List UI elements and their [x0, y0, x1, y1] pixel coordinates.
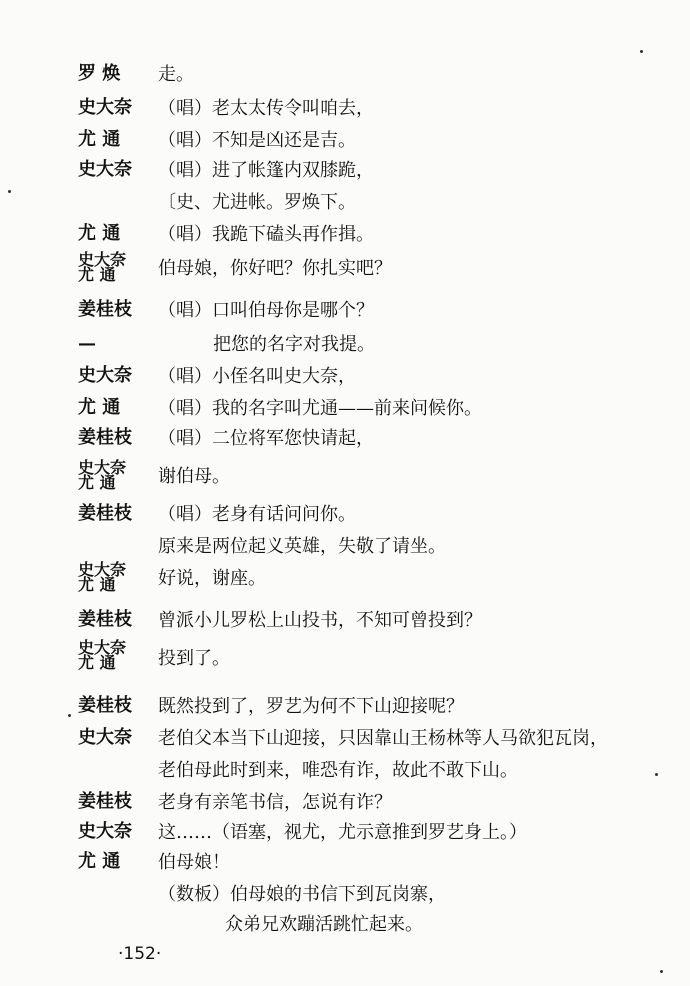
line-text: 老身有亲笔书信，怎说有诈？ — [158, 792, 392, 813]
scan-speck — [8, 190, 11, 193]
speaker — [78, 504, 150, 524]
line-text: 既然投到了，罗艺为何不下山迎接呢？ — [158, 696, 464, 717]
line-text: 老伯父本当下山迎接，只因靠山王杨林等人马欲犯瓦岗， — [158, 728, 608, 749]
speaker — [78, 428, 150, 448]
script-line — [0, 562, 690, 596]
speaker-name: 姜桂枝 — [78, 503, 132, 524]
speaker-name: 尤 通 — [78, 397, 121, 418]
line-text: （唱）口叫伯母你是哪个？ — [158, 300, 374, 321]
line-text: 〔史、尤进帐。罗焕下。 — [158, 192, 356, 213]
line-text: （唱）二位将军您快请起， — [158, 428, 374, 449]
speaker-name: 史大奈 — [78, 159, 132, 180]
script-line — [0, 914, 690, 948]
page-number: ·152· — [118, 944, 162, 964]
speaker-name: 史大奈 — [78, 365, 132, 386]
speaker — [78, 398, 150, 418]
scan-speck — [655, 773, 658, 776]
speaker — [78, 696, 150, 716]
line-text: （唱）老太太传令叫咱去， — [158, 98, 374, 119]
line-text: 众弟兄欢蹦活跳忙起来。 — [225, 914, 423, 935]
line-text: （唱）小侄名叫史大奈， — [158, 366, 356, 387]
speaker — [78, 130, 150, 150]
script-line — [0, 504, 690, 538]
speaker — [78, 334, 150, 354]
line-text: 伯母娘！ — [158, 852, 230, 873]
speaker-name: 尤 通 — [78, 851, 121, 872]
speaker — [78, 160, 150, 180]
speaker — [78, 98, 150, 118]
speaker-name: 姜桂枝 — [78, 299, 132, 320]
speaker — [78, 252, 150, 282]
line-text: 谢伯母。 — [158, 466, 230, 487]
script-line — [0, 366, 690, 400]
line-text: 投到了。 — [158, 648, 230, 669]
line-text: （唱）我跪下磕头再作揖。 — [158, 224, 374, 245]
speaker-name: 史大奈 — [78, 97, 132, 118]
script-line — [0, 252, 690, 286]
script-line — [0, 760, 690, 794]
speaker — [78, 64, 150, 84]
scan-speck — [640, 50, 643, 53]
script-line — [0, 300, 690, 334]
script-line — [0, 160, 690, 194]
speaker — [78, 460, 150, 490]
speaker — [78, 640, 150, 670]
speaker-name: 史大奈 — [78, 458, 127, 477]
speaker-name: 史大奈 — [78, 821, 132, 842]
line-text: 原来是两位起义英雄，失敬了请坐。 — [158, 536, 446, 557]
speaker-name: — — [78, 333, 96, 354]
speaker — [78, 792, 150, 812]
speaker-name: 史大奈 — [78, 250, 127, 269]
speaker — [78, 300, 150, 320]
script-line — [0, 64, 690, 98]
line-text: 这……（语塞，视尤，尤示意推到罗艺身上。） — [158, 822, 527, 843]
script-line — [0, 334, 690, 368]
line-text: （唱）我的名字叫尤通——前来问候你。 — [158, 398, 482, 419]
speaker-name: 尤 通 — [78, 575, 116, 594]
speaker-name: 姜桂枝 — [78, 609, 132, 630]
line-text: 老伯母此时到来，唯恐有诈，故此不敢下山。 — [158, 760, 518, 781]
stage-direction — [0, 192, 690, 226]
speaker-name: 史大奈 — [78, 727, 132, 748]
speaker-name: 史大奈 — [78, 560, 127, 579]
speaker-name: 姜桂枝 — [78, 791, 132, 812]
speaker — [78, 822, 150, 842]
speaker-name: 尤 通 — [78, 473, 116, 492]
script-line — [0, 696, 690, 730]
line-text: 伯母娘，你好吧？你扎实吧？ — [158, 258, 392, 279]
scan-speck — [660, 970, 663, 973]
speaker-name: 尤 通 — [78, 653, 116, 672]
speaker — [78, 610, 150, 630]
speaker-name: 姜桂枝 — [78, 695, 132, 716]
line-text: （唱）老身有话问问你。 — [158, 504, 356, 525]
scan-speck — [68, 714, 71, 717]
script-line — [0, 728, 690, 762]
speaker-name: 尤 通 — [78, 265, 116, 284]
script-line — [0, 884, 690, 918]
speaker-name: 尤 通 — [78, 129, 121, 150]
speaker-name: 尤 通 — [78, 223, 121, 244]
speaker-name: 罗 焕 — [78, 63, 121, 84]
speaker — [78, 562, 150, 592]
line-text: （唱）不知是凶还是吉。 — [158, 130, 356, 151]
line-text: （唱）进了帐篷内双膝跪， — [158, 160, 374, 181]
script-line — [0, 852, 690, 886]
speaker — [78, 852, 150, 872]
script-line — [0, 428, 690, 462]
speaker-name: 史大奈 — [78, 638, 127, 657]
line-text: 把您的名字对我提。 — [213, 334, 375, 355]
script-line — [0, 98, 690, 132]
speaker — [78, 728, 150, 748]
line-text: 曾派小儿罗松上山投书，不知可曾投到？ — [158, 610, 482, 631]
speaker-name: 姜桂枝 — [78, 427, 132, 448]
script-line — [0, 640, 690, 674]
speaker — [78, 224, 150, 244]
line-text: 好说，谢座。 — [158, 568, 266, 589]
speaker — [78, 366, 150, 386]
line-text: 走。 — [158, 64, 194, 85]
script-line — [0, 460, 690, 494]
line-text: （数板）伯母娘的书信下到瓦岗寨， — [158, 884, 446, 905]
